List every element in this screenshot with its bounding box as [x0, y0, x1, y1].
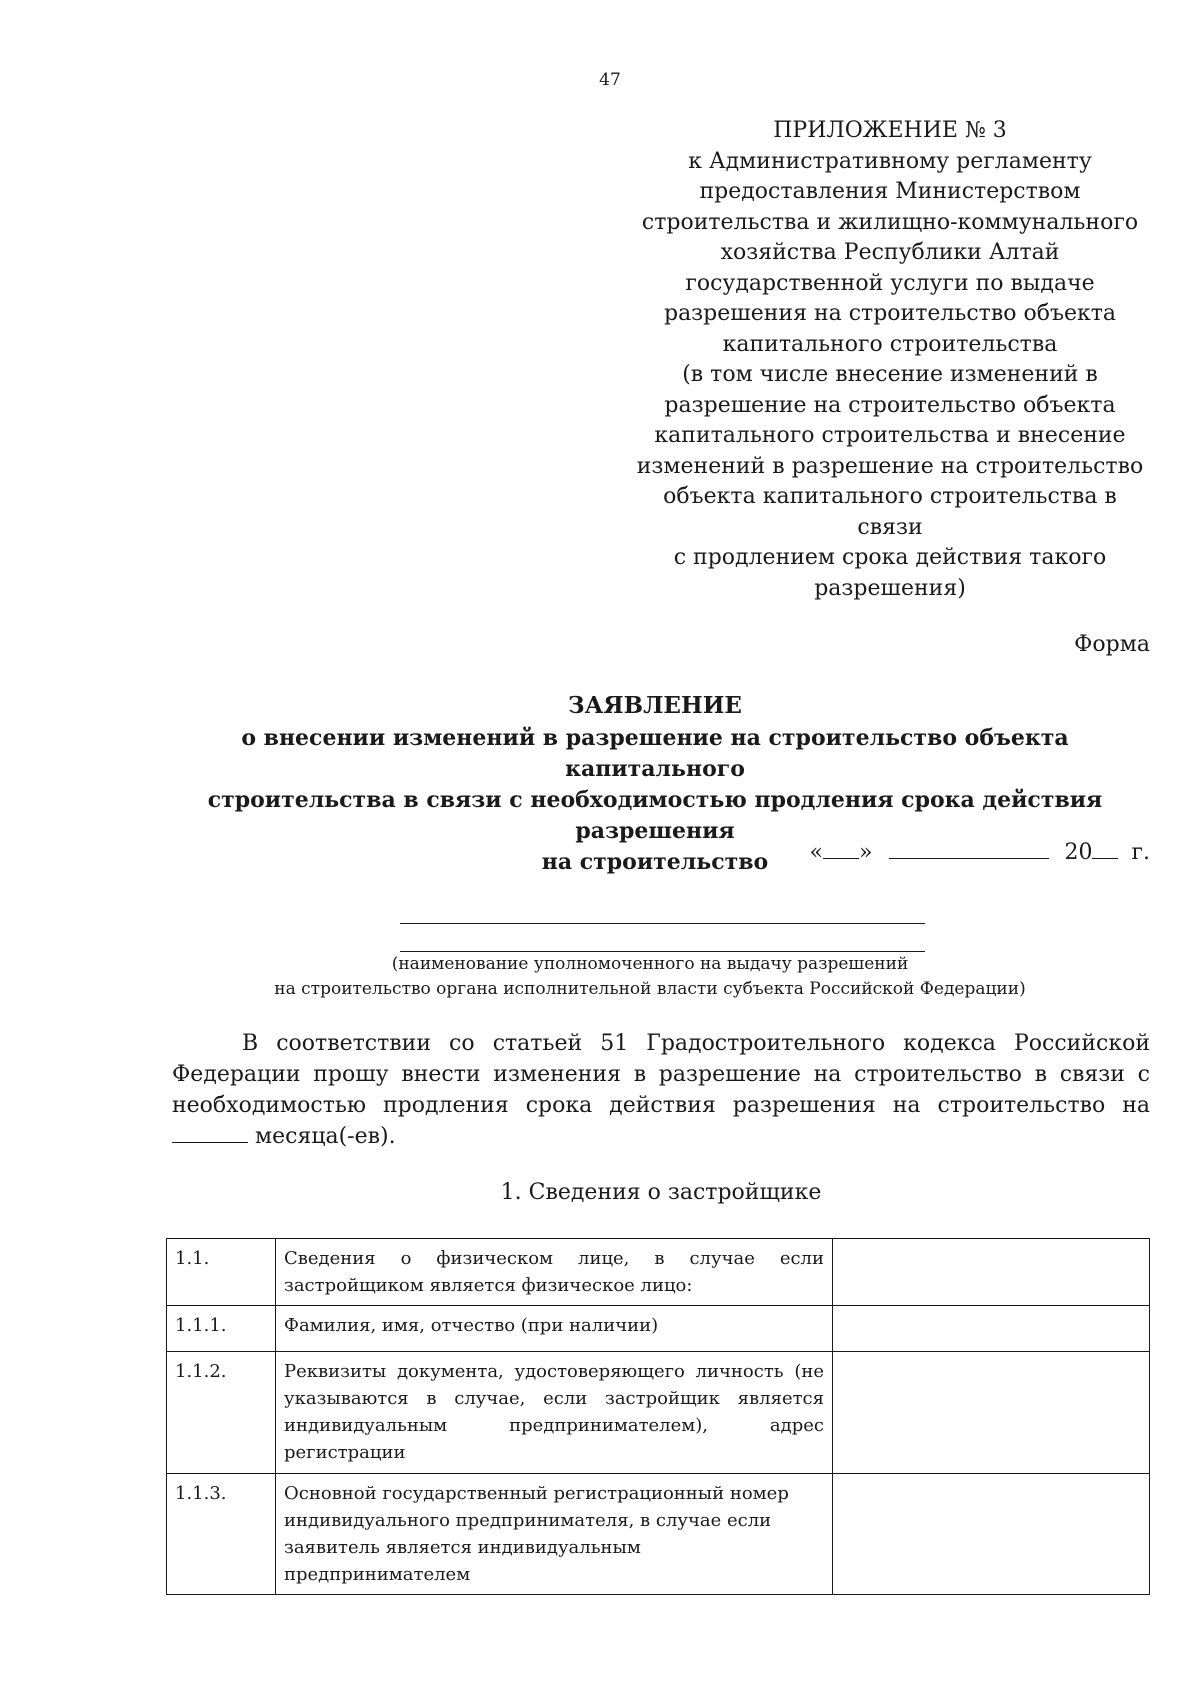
row-number: 1.1.1. [167, 1306, 276, 1352]
appendix-line: хозяйства Республики Алтай [720, 240, 1060, 265]
appendix-line: капитального строительства и внесение [654, 423, 1126, 448]
appendix-line: разрешения) [814, 575, 966, 601]
page-number: 47 [599, 70, 621, 90]
row-value-cell[interactable] [833, 1474, 1150, 1595]
appendix-line: государственной услуги по выдаче [685, 270, 1095, 296]
table-row [167, 1474, 1150, 1595]
table-row [167, 1306, 1150, 1352]
row-value-cell[interactable] [833, 1352, 1150, 1474]
title-line: строительства в связи с необходимостью продления срока действия разрешения [207, 787, 1103, 844]
table-row [167, 1239, 1150, 1306]
appendix-line: изменений в разрешение на строительство [636, 453, 1144, 479]
appendix-line: капитального строительства [722, 331, 1058, 357]
form-label: Форма [1074, 632, 1150, 657]
row-value-cell[interactable] [833, 1306, 1150, 1352]
appendix-line: объекта капитального строительства в связи [663, 484, 1117, 540]
appendix-line: разрешение на строительство объекта [664, 392, 1116, 418]
section-title: 1. Сведения о застройщике [500, 1180, 822, 1205]
appendix-line: ПРИЛОЖЕНИЕ № 3 [773, 118, 1007, 143]
row-description: Основной государственный регистрационный номер индивидуального предпринимателя, в случае если заявитель является индивидуальным предпринимателем [276, 1474, 833, 1595]
title-line: на строительство [541, 849, 769, 875]
title-main: ЗАЯВЛЕНИЕ [568, 692, 742, 719]
caption-line: (наименование уполномоченного на выдачу разрешений [391, 954, 909, 974]
appendix-line: с продлением срока действия такого [673, 545, 1107, 570]
row-number: 1.1. [167, 1239, 276, 1306]
row-description: Фамилия, имя, отчество (при наличии) [276, 1306, 833, 1352]
row-number: 1.1.3. [167, 1474, 276, 1595]
year-prefix: 20 [1064, 840, 1093, 865]
row-value-cell[interactable] [833, 1239, 1150, 1306]
table-row [167, 1352, 1150, 1474]
authority-input-line-1[interactable] [400, 923, 925, 924]
appendix-line: к Административному регламенту [688, 148, 1092, 174]
date-line [810, 838, 1150, 865]
caption-line: на строительство органа исполнительной власти субъекта Российской Федерации) [274, 979, 1026, 999]
row-description: Реквизиты документа, удостоверяющего личность (не указываются в случае, если застройщик является индивидуальным предпринимателем), адрес регистрации [276, 1352, 833, 1474]
month-blank[interactable] [889, 838, 1049, 859]
appendix-line: строительства и жилищно-коммунального [641, 209, 1139, 235]
year-blank[interactable] [1092, 838, 1118, 859]
request-text: В соответствии со статьей 51 Градостроительного кодекса Российской Федерации прошу внести изменения в разрешение на строительство в связи с необходимостью продления срока действия разрешения на строительство на [172, 1031, 1150, 1118]
date-open-quote: « [809, 840, 823, 865]
row-description: Сведения о физическом лице, в случае если застройщиком является физическое лицо: [276, 1239, 833, 1306]
request-tail: месяца(-ев). [255, 1124, 396, 1149]
appendix-line: разрешения на строительство объекта [663, 301, 1117, 326]
appendix-header [630, 116, 1150, 604]
appendix-line: предоставления Министерством [699, 179, 1081, 204]
title-line: о внесении изменений в разрешение на строительство объекта капитального [241, 725, 1069, 782]
year-suffix: г. [1131, 840, 1150, 865]
date-close-quote: » [859, 840, 873, 865]
authority-caption [240, 952, 1060, 1002]
developer-info-table [166, 1238, 1150, 1595]
request-paragraph [172, 1028, 1150, 1152]
appendix-line: (в том числе внесение изменений в [682, 362, 1098, 387]
day-blank[interactable] [823, 838, 859, 859]
row-number: 1.1.2. [167, 1352, 276, 1474]
months-blank[interactable] [172, 1122, 248, 1143]
